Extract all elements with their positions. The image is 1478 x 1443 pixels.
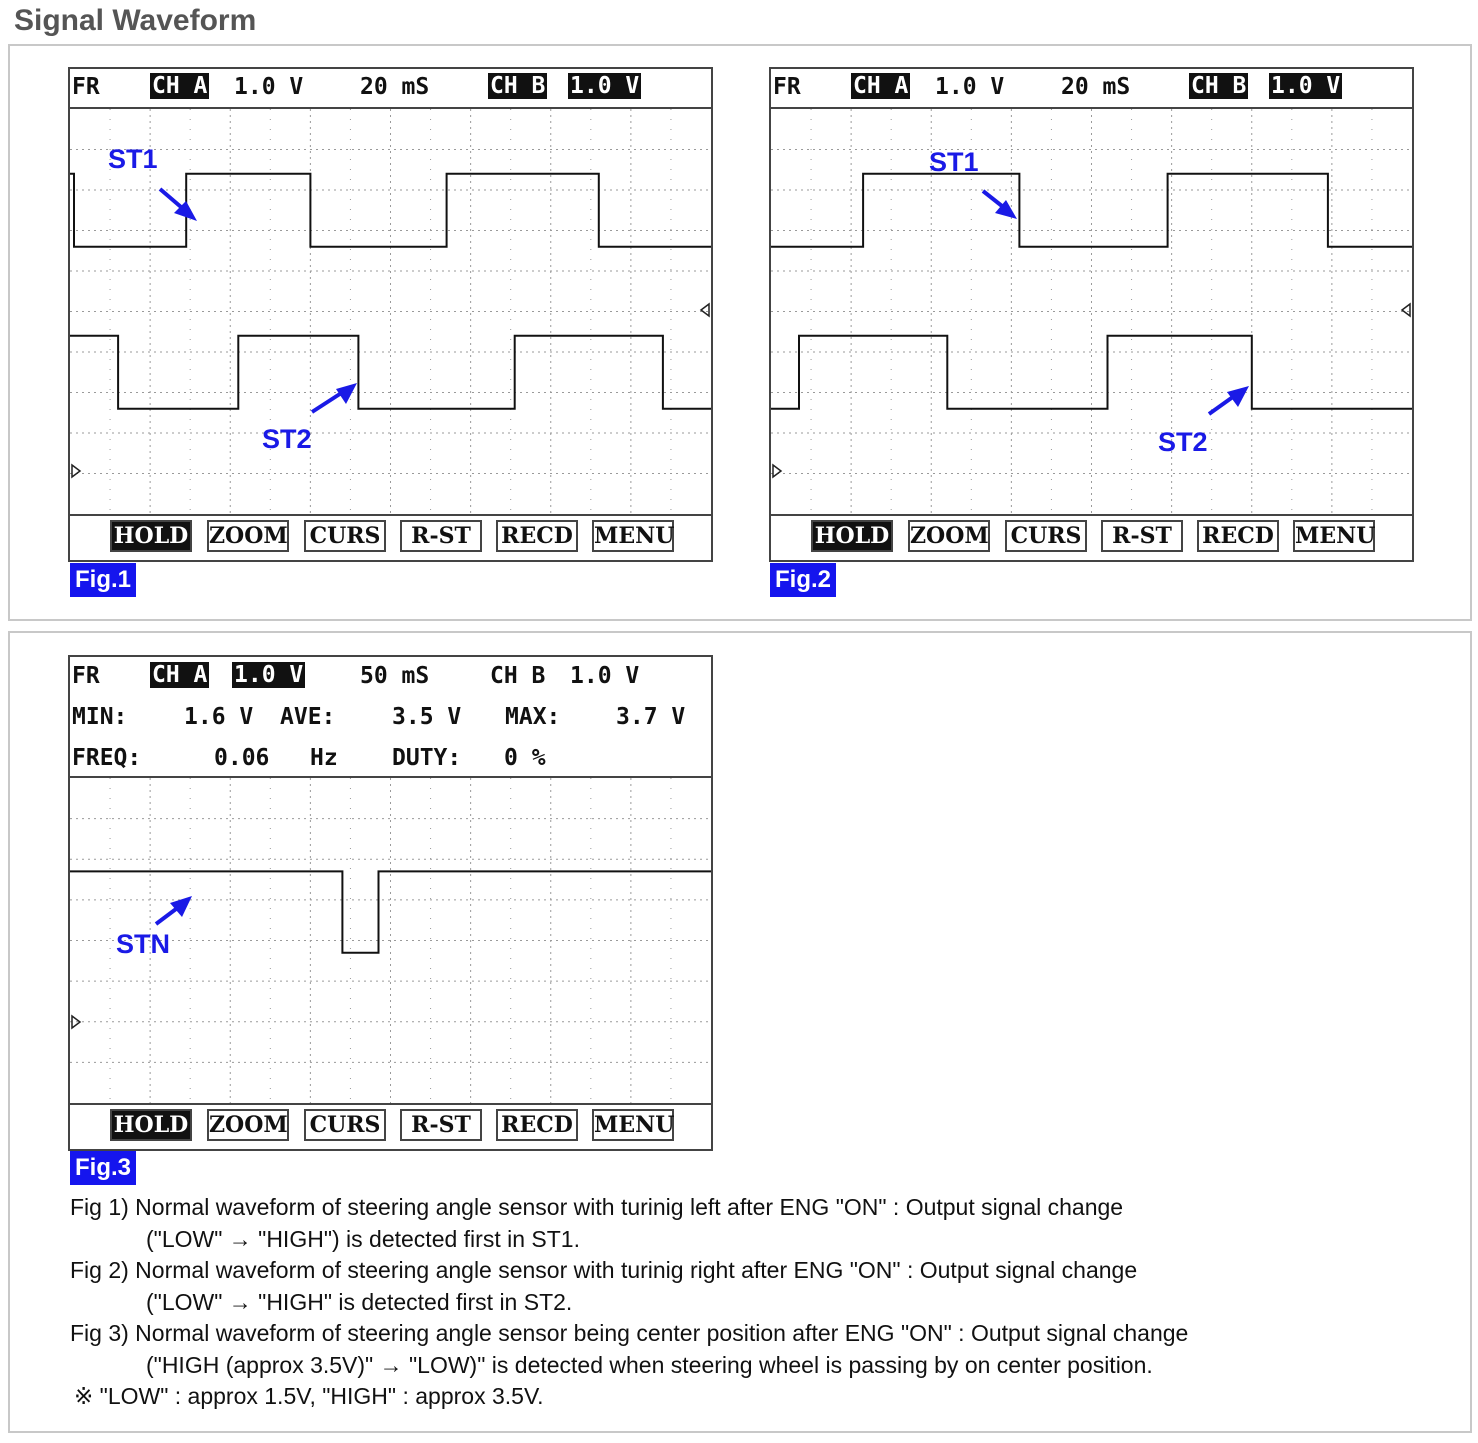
zoom-button[interactable]: ZOOM [207, 520, 289, 552]
min-value: 1.6 V [184, 704, 254, 730]
note-fig2-line2: ("LOW" → "HIGH" is detected first in ST2. [146, 1288, 573, 1315]
note-footnote: ※ "LOW" : approx 1.5V, "HIGH" : approx 3.5V. [74, 1383, 544, 1409]
note-fig1-line1: Fig 1) Normal waveform of steering angle sensor with turinig left after ENG "ON" : Output signal change [70, 1194, 1124, 1220]
freq-value: 0.06 [214, 745, 270, 771]
max-label: MAX: [505, 704, 561, 730]
menu-button[interactable]: MENU [592, 520, 674, 552]
duty-label: DUTY: [392, 745, 462, 771]
arrowhead-st2 [336, 383, 357, 404]
waveform-plot [70, 109, 711, 514]
ch-b-volt: 1.0 V [570, 73, 640, 99]
note-fig3-line1: Fig 3) Normal waveform of steering angle sensor being center position after ENG "ON" : Output signal change [70, 1320, 1189, 1346]
ch-a-volt: 1.0 V [234, 74, 304, 100]
r-st-button[interactable]: R-ST [400, 1109, 482, 1141]
fr-label: FR [773, 74, 801, 100]
curs-button[interactable]: CURS [304, 520, 386, 552]
waveform-plot [70, 778, 711, 1103]
zoom-button[interactable]: ZOOM [908, 520, 990, 552]
scope-fig1 [68, 67, 713, 562]
zoom-button[interactable]: ZOOM [207, 1109, 289, 1141]
hold-button[interactable]: HOLD [811, 520, 893, 552]
note-fig3-line2: ("HIGH (approx 3.5V)" → "LOW)" is detected when steering wheel is passing by on center position. [146, 1351, 1153, 1378]
fr-label: FR [72, 74, 100, 100]
annotation-st1: ST1 [929, 147, 979, 177]
scope-header [70, 69, 711, 109]
ch-a-label: CH A [853, 73, 909, 99]
fr-label: FR [72, 663, 100, 689]
time-base: 50 mS [360, 663, 430, 689]
scope-fig2 [769, 67, 1414, 562]
ch-b-volt: 1.0 V [1271, 73, 1341, 99]
annotation-st2: ST2 [262, 424, 312, 454]
time-base: 20 mS [360, 74, 430, 100]
ave-label: AVE: [280, 704, 336, 730]
curs-button[interactable]: CURS [304, 1109, 386, 1141]
waveform-plot [771, 109, 1412, 514]
ch-b-label: CH B [490, 663, 546, 689]
ch-b-volt: 1.0 V [570, 663, 640, 689]
ch-a-volt: 1.0 V [935, 74, 1005, 100]
trigger-marker-right [1402, 304, 1410, 316]
scope-header [70, 657, 711, 778]
hold-button[interactable]: HOLD [110, 520, 192, 552]
trigger-marker-right [701, 304, 709, 316]
time-base: 20 mS [1061, 74, 1131, 100]
button-bar [771, 514, 1412, 560]
ch-a-volt: 1.0 V [234, 662, 304, 688]
note-fig1-line2: ("LOW" → "HIGH") is detected first in ST1. [146, 1225, 580, 1252]
fig1-label: Fig.1 [70, 563, 136, 597]
annotation-stn: STN [116, 929, 170, 959]
ch-a-label: CH A [152, 662, 208, 688]
r-st-button[interactable]: R-ST [400, 520, 482, 552]
fig2-label: Fig.2 [770, 563, 836, 597]
hold-button[interactable]: HOLD [110, 1109, 192, 1141]
r-st-button[interactable]: R-ST [1101, 520, 1183, 552]
ave-value: 3.5 V [392, 704, 462, 730]
freq-label: FREQ: [72, 745, 142, 771]
button-bar [70, 514, 711, 560]
annotation-st2: ST2 [1158, 427, 1208, 457]
menu-button[interactable]: MENU [1293, 520, 1375, 552]
recd-button[interactable]: RECD [496, 520, 578, 552]
max-value: 3.7 V [616, 704, 686, 730]
scope-header [771, 69, 1412, 109]
recd-button[interactable]: RECD [1197, 520, 1279, 552]
fig3-label: Fig.3 [70, 1151, 136, 1185]
annotation-st1: ST1 [108, 144, 158, 174]
page-title: Signal Waveform [14, 4, 257, 37]
trigger-marker-left [773, 465, 781, 477]
ch-b-label: CH B [1191, 73, 1247, 99]
trigger-marker-left [72, 465, 80, 477]
curs-button[interactable]: CURS [1005, 520, 1087, 552]
recd-button[interactable]: RECD [496, 1109, 578, 1141]
note-fig2-line1: Fig 2) Normal waveform of steering angle sensor with turinig right after ENG "ON" : Output signal change [70, 1257, 1138, 1283]
min-label: MIN: [72, 704, 128, 730]
menu-button[interactable]: MENU [592, 1109, 674, 1141]
ch-b-label: CH B [490, 73, 546, 99]
arrowhead-st2 [1227, 386, 1249, 407]
freq-unit: Hz [310, 745, 338, 771]
duty-value: 0 % [504, 745, 546, 771]
ch-a-label: CH A [152, 73, 208, 99]
arrowhead-stn [170, 896, 192, 917]
button-bar [70, 1103, 711, 1149]
figure-notes [70, 1192, 1450, 1413]
scope-fig3 [68, 655, 713, 1151]
